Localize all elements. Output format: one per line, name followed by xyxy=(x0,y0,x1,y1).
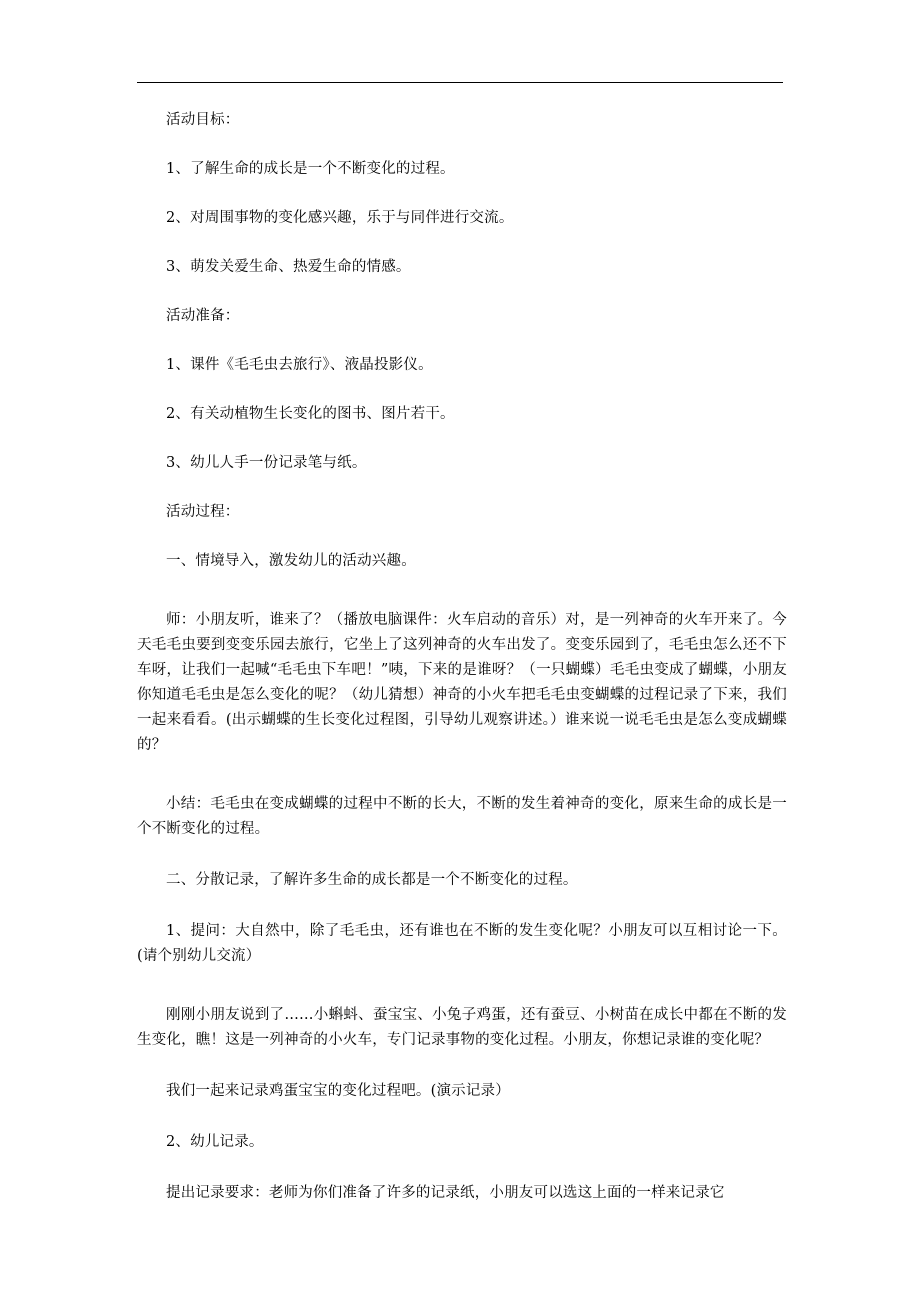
child-record-heading: 2、幼儿记录。 xyxy=(166,1134,264,1150)
preparation-item-3: 3、幼儿人手一份记录笔与纸。 xyxy=(166,455,367,471)
heading-activity-goals: 活动目标： xyxy=(166,112,240,128)
header-rule xyxy=(137,82,783,83)
heading-activity-process: 活动过程： xyxy=(166,504,240,520)
document-body xyxy=(137,108,787,1206)
process-step-2-heading: 二、分散记录，了解许多生命的成长都是一个不断变化的过程。 xyxy=(166,872,578,888)
teacher-dialogue-paragraph: 师：小朋友听，谁来了？（播放电脑课件：火车启动的音乐）对，是一列神奇的火车开来了。今天毛毛虫要到变变乐园去旅行，它坐上了这列神奇的火车出发了。变变乐园到了，毛毛虫怎么还不下车呀，让我们一起喊“毛毛虫下车吧！”咦，下来的是谁呀？（一只蝴蝶）毛毛虫变成了蝴蝶，小朋友你知道毛毛虫是怎么变化的呢？（幼儿猜想）神奇的小火车把毛毛虫变蝴蝶的过程记录了下来，我们一起来看看。(出示蝴蝶的生长变化过程图，引导幼儿观察讲述。）谁来说一说毛毛虫是怎么变成蝴蝶的？ xyxy=(137,612,787,753)
goal-item-1: 1、了解生命的成长是一个不断变化的过程。 xyxy=(166,161,455,177)
goal-item-3: 3、萌发关爱生命、热爱生命的情感。 xyxy=(166,259,411,275)
preparation-item-1: 1、课件《毛毛虫去旅行》、液晶投影仪。 xyxy=(166,357,433,373)
process-step-1-heading: 一、情境导入，激发幼儿的活动兴趣。 xyxy=(166,553,416,569)
goal-item-2: 2、对周围事物的变化感兴趣，乐于与同伴进行交流。 xyxy=(166,210,514,226)
record-requirements-paragraph: 提出记录要求：老师为你们准备了许多的记录纸，小朋友可以选这上面的一样来记录它 xyxy=(166,1185,725,1201)
demo-record-paragraph: 我们一起来记录鸡蛋宝宝的变化过程吧。(演示记录） xyxy=(166,1083,510,1099)
heading-activity-preparation: 活动准备： xyxy=(166,308,240,324)
summary-paragraph: 小结：毛毛虫在变成蝴蝶的过程中不断的长大，不断的发生着神奇的变化，原来生命的成长是一个不断变化的过程。 xyxy=(137,796,787,837)
question-paragraph: 1、提问：大自然中，除了毛毛虫，还有谁也在不断的发生变化呢？小朋友可以互相讨论一下。(请个别幼儿交流） xyxy=(137,923,787,964)
discussion-paragraph: 刚刚小朋友说到了……小蝌蚪、蚕宝宝、小兔子鸡蛋，还有蚕豆、小树苗在成长中都在不断的发生变化，瞧！这是一列神奇的小火车，专门记录事物的变化过程。小朋友，你想记录谁的变化呢？ xyxy=(137,1007,787,1048)
preparation-item-2: 2、有关动植物生长变化的图书、图片若干。 xyxy=(166,406,455,422)
